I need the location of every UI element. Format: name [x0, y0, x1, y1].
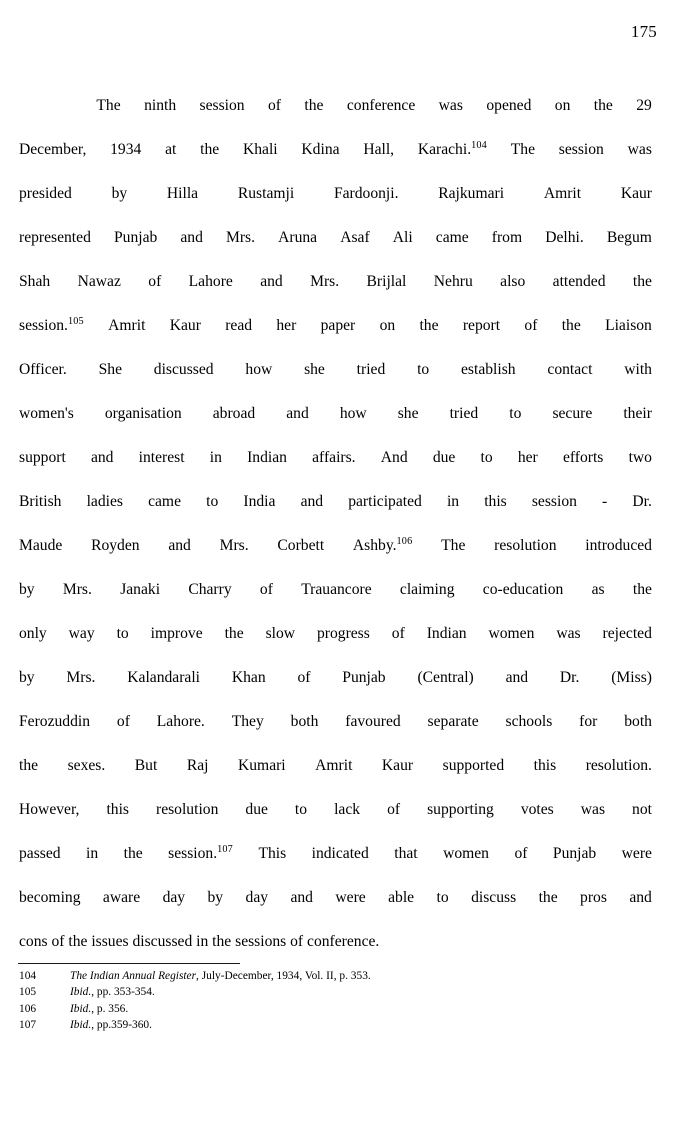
word: session.$^{107}$ [168, 843, 233, 862]
word: supporting [427, 801, 494, 818]
word: her [276, 317, 297, 334]
word: Indian [247, 449, 287, 466]
word: supported [442, 757, 505, 774]
word: tried [356, 361, 386, 378]
word: introduced [585, 537, 652, 554]
footnote-text [70, 1001, 128, 1017]
word: the [123, 845, 143, 862]
word: aware [102, 889, 141, 906]
word: the [632, 581, 652, 598]
word: co-education [482, 581, 564, 598]
word: rejected [602, 625, 652, 642]
word: this [106, 801, 129, 818]
word: affairs. [312, 449, 356, 466]
word: India [243, 493, 276, 510]
word: ninth [144, 97, 177, 114]
word: Liaison [605, 317, 652, 334]
word: read [225, 317, 253, 334]
word: Corbett [277, 537, 325, 554]
word: separate [427, 713, 479, 730]
word: Raj [186, 757, 209, 774]
word: Delhi. [545, 229, 584, 246]
word: were [335, 889, 366, 906]
word: resolution. [585, 757, 652, 774]
word: of [524, 317, 538, 334]
word: Shah [19, 273, 51, 290]
word: was [556, 625, 581, 642]
word: her [517, 449, 538, 466]
word: resolution [156, 801, 219, 818]
footnote-source-title: Ibid. [70, 1019, 92, 1032]
word: the [224, 625, 244, 642]
word: that [394, 845, 418, 862]
word: The [441, 537, 466, 554]
word: women [488, 625, 535, 642]
footnote-source-title: Ibid. [70, 1002, 92, 1015]
text-line [19, 876, 652, 920]
text-line [19, 436, 652, 480]
word: both [290, 713, 319, 730]
word: due [432, 449, 456, 466]
word: report [462, 317, 501, 334]
word: Officer. [19, 361, 67, 378]
word: at [165, 141, 177, 158]
text-line [19, 612, 652, 656]
word: by [19, 581, 35, 598]
footnote-citation-detail: , pp. 353-354. [91, 986, 155, 999]
word: presided [19, 185, 72, 202]
word: due [245, 801, 268, 818]
word: Trauancore [301, 581, 372, 598]
word: And [380, 449, 408, 466]
word: conference [346, 97, 416, 114]
text-line [19, 392, 652, 436]
text-line [19, 524, 652, 568]
word: Indian [426, 625, 467, 642]
word: the [419, 317, 439, 334]
footnote-citation-detail: , July-December, 1934, Vol. II, p. 353. [196, 970, 371, 982]
word: Kalandarali [127, 669, 201, 686]
word: Dr. [632, 493, 652, 510]
word: (Central) [417, 669, 474, 686]
footnote-separator-rule [18, 963, 240, 964]
word: with [624, 361, 652, 378]
text-line [19, 832, 652, 876]
word: of [391, 625, 405, 642]
word: of [148, 273, 162, 290]
word: Lahore. [156, 713, 205, 730]
word: discussed [153, 361, 214, 378]
footnote-citation-detail: , p. 356. [91, 1002, 129, 1015]
word: were [621, 845, 652, 862]
text-line [19, 172, 652, 216]
footnote-entry [19, 1001, 659, 1017]
word: Kaur [169, 317, 201, 334]
word: Ashby.$^{106}$ [352, 535, 413, 554]
word: sexes. [67, 757, 106, 774]
footnote-entry [19, 984, 659, 1000]
word: Dr. [559, 669, 580, 686]
footnote-text [70, 1017, 152, 1033]
word: opened [486, 97, 532, 114]
text-line [19, 788, 652, 832]
word: schools [505, 713, 553, 730]
word: women's [19, 405, 74, 422]
word: this [484, 493, 507, 510]
word: Mrs. [226, 229, 256, 246]
word: Kaur [620, 185, 652, 202]
word: resolution [494, 537, 557, 554]
word: by [19, 669, 35, 686]
word: becoming [19, 889, 81, 906]
word: She [98, 361, 122, 378]
word: Hall, [363, 141, 395, 158]
text-line [19, 348, 652, 392]
word: The [510, 141, 536, 158]
footnote-text [70, 984, 155, 1000]
word: Ferozuddin [19, 713, 91, 730]
word: women [443, 845, 489, 862]
word: session [199, 97, 245, 114]
word: pros [580, 889, 607, 906]
word: and [286, 405, 309, 422]
text-line [19, 84, 652, 128]
word: both [624, 713, 652, 730]
word: to [436, 889, 449, 906]
word: But [134, 757, 158, 774]
word: the [632, 273, 652, 290]
word: Nehru [433, 273, 473, 290]
word: and [300, 493, 324, 510]
text-line [19, 128, 652, 172]
word: and [168, 537, 191, 554]
footnote-reference[interactable]: 105 [67, 315, 84, 327]
word: by [207, 889, 224, 906]
word: as [591, 581, 605, 598]
text-line [19, 656, 652, 700]
word: session [558, 141, 604, 158]
word: Begum [606, 229, 652, 246]
text-line [19, 260, 652, 304]
word: The [96, 97, 121, 114]
word: only [19, 625, 47, 642]
word: their [623, 405, 652, 422]
footnote-reference[interactable]: 106 [396, 535, 413, 547]
word: Aruna [278, 229, 318, 246]
footnote-reference[interactable]: 104 [471, 139, 487, 151]
text-line [19, 700, 652, 744]
word: Khan [231, 669, 266, 686]
word: tried [449, 405, 479, 422]
word: on [379, 317, 396, 334]
word: in [209, 449, 222, 466]
word: to [509, 405, 522, 422]
word: indicated [311, 845, 369, 862]
first-line-indent [19, 84, 73, 128]
word: the [538, 889, 558, 906]
word: how [339, 405, 367, 422]
word: was [438, 97, 463, 114]
word: discuss [471, 889, 517, 906]
word: efforts [562, 449, 604, 466]
word: progress [316, 625, 370, 642]
word: session.$^{105}$ [19, 315, 84, 334]
word: on [554, 97, 571, 114]
word: this [533, 757, 557, 774]
word: Charry [188, 581, 232, 598]
word: Nawaz [77, 273, 121, 290]
footnote-number: 105 [19, 986, 37, 999]
word: Hilla [166, 185, 199, 202]
word: and [260, 273, 283, 290]
text-line: cons of the issues discussed in the sessions of conference. [19, 933, 380, 950]
word: favoured [345, 713, 401, 730]
word: organisation [104, 405, 182, 422]
word: of [387, 801, 401, 818]
text-line [19, 568, 652, 612]
footnote-citation-detail: , pp.359-360. [91, 1019, 152, 1032]
footnote-text [70, 968, 371, 984]
word: the [200, 141, 220, 158]
word: Ali [392, 229, 413, 246]
word: she [397, 405, 419, 422]
word: secure [552, 405, 593, 422]
word: ladies [86, 493, 123, 510]
word: Khali [242, 141, 278, 158]
word: by [111, 185, 128, 202]
word: (Miss) [611, 669, 652, 686]
word: and [180, 229, 203, 246]
word: came [148, 493, 181, 510]
word: and [90, 449, 114, 466]
word: in [86, 845, 99, 862]
word: session [531, 493, 577, 510]
word: and [629, 889, 652, 906]
word: to [417, 361, 430, 378]
word: to [294, 801, 308, 818]
word: British [19, 493, 62, 510]
word: establish [461, 361, 516, 378]
word: she [304, 361, 325, 378]
footnote-list [19, 968, 659, 1034]
word: December, [19, 141, 87, 158]
text-line [19, 480, 652, 524]
word: represented [19, 229, 91, 246]
word: Punjab [113, 229, 158, 246]
word: Asaf [340, 229, 370, 246]
word: day [245, 889, 269, 906]
word: was [627, 141, 652, 158]
word: to [480, 449, 493, 466]
body-paragraph [19, 84, 652, 964]
footnote-number: 106 [19, 1002, 37, 1015]
word: 1934 [110, 141, 142, 158]
word: Royden [91, 537, 140, 554]
word: Brijlal [366, 273, 407, 290]
word: in [446, 493, 460, 510]
word: abroad [212, 405, 256, 422]
word: support [19, 449, 66, 466]
word: also [500, 273, 526, 290]
word: Mrs. [219, 537, 249, 554]
word: Maude [19, 537, 63, 554]
word: two [628, 449, 652, 466]
word: of [514, 845, 528, 862]
word: of [116, 713, 130, 730]
footnote-number: 107 [19, 1019, 37, 1032]
word: how [245, 361, 273, 378]
word: Kdina [301, 141, 340, 158]
word: 29 [636, 97, 652, 114]
word: Amrit [108, 317, 146, 334]
word: Kaur [381, 757, 414, 774]
word: from [491, 229, 523, 246]
word: They [231, 713, 264, 730]
word: interest [138, 449, 185, 466]
word: Kumari [238, 757, 286, 774]
text-line [19, 744, 652, 788]
word: of [297, 669, 311, 686]
word: Rustamji [237, 185, 295, 202]
word: and [505, 669, 529, 686]
word: to [116, 625, 129, 642]
word: - [602, 493, 608, 510]
word: way [68, 625, 95, 642]
word: was [580, 801, 606, 818]
footnote-source-title: Ibid. [70, 986, 92, 999]
word: able [388, 889, 415, 906]
text-line [19, 304, 652, 348]
word: lack [334, 801, 361, 818]
word: Janaki [120, 581, 161, 598]
text-line [19, 216, 652, 260]
word: to [206, 493, 219, 510]
word: contact [547, 361, 593, 378]
word: Amrit [543, 185, 582, 202]
word: This [258, 845, 287, 862]
word: passed [19, 845, 61, 862]
word: slow [265, 625, 296, 642]
word: the [593, 97, 613, 114]
word: and [290, 889, 313, 906]
word: of [259, 581, 273, 598]
word: the [304, 97, 324, 114]
footnote-reference[interactable]: 107 [217, 843, 233, 855]
word: the [561, 317, 581, 334]
footnote-entry [19, 968, 659, 984]
footnote-entry [19, 1017, 659, 1033]
word: votes [520, 801, 554, 818]
word: paper [320, 317, 356, 334]
word: improve [150, 625, 203, 642]
footnote-source-title: The Indian Annual Register [70, 970, 197, 982]
word: Punjab [552, 845, 597, 862]
word: Mrs. [310, 273, 340, 290]
word: for [579, 713, 598, 730]
word: claiming [399, 581, 455, 598]
footnote-number: 104 [19, 970, 37, 982]
word: not [632, 801, 652, 818]
word: attended [552, 273, 606, 290]
word: participated [348, 493, 422, 510]
word: However, [19, 801, 80, 818]
word: Fardoonji. [333, 185, 399, 202]
word: Amrit [315, 757, 353, 774]
word: Lahore [188, 273, 233, 290]
word: Punjab [342, 669, 386, 686]
page-number: 175 [630, 22, 657, 41]
word: Rajkumari [438, 185, 505, 202]
word: Karachi.$^{104}$ [417, 139, 487, 158]
word: came [435, 229, 469, 246]
word: of [268, 97, 281, 114]
word: day [162, 889, 186, 906]
word: Mrs. [66, 669, 96, 686]
word: the [19, 757, 39, 774]
word: Mrs. [62, 581, 92, 598]
